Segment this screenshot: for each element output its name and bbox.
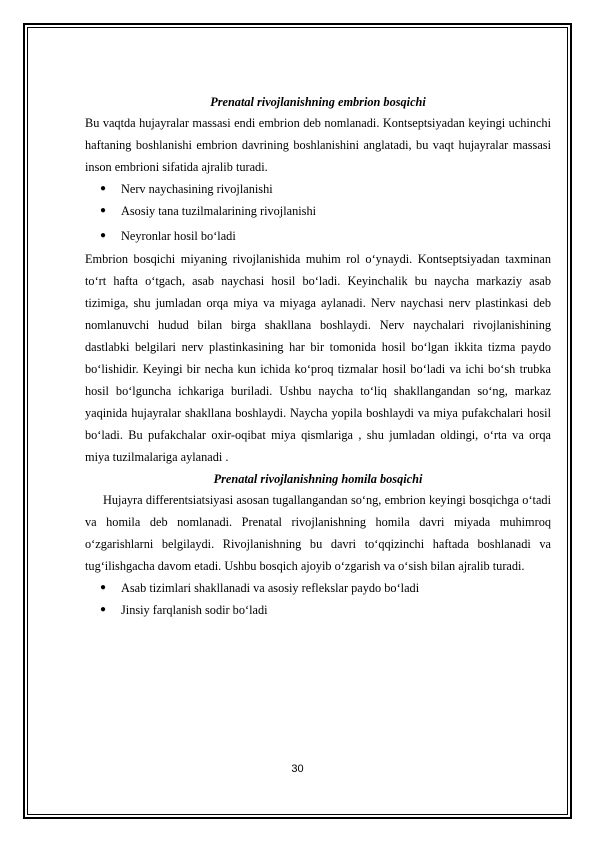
list-item: ● Nerv naychasining rivojlanishi [85, 178, 551, 200]
bullet-icon: ● [100, 604, 107, 615]
document-body [85, 92, 551, 621]
section-heading-fetal: Prenatal rivojlanishning homila bosqichi [213, 472, 423, 486]
paragraph-fetal-intro: Hujayra differentsiatsiyasi asosan tugallangandan so‘ng, embrion keyingi bosqichga o‘tadi va homila deb nomlanadi. Prenatal rivojlanishning homila davri miyada muhimroq o‘zgarishlarni belgilaydi. Rivojlanishning bu davri to‘qqizinchi haftada boshlanadi va tug‘ilishgacha davom etadi. Ushbu bosqich ajoyib o‘zgarish va o‘sish bilan ajralib turadi. [85, 493, 551, 573]
bullet-icon: ● [100, 183, 107, 194]
bullet-icon: ● [100, 205, 107, 216]
paragraph-embryo-body: Embrion bosqichi miyaning rivojlanishida muhim rol o‘ynaydi. Kontseptsiyadan taxminan to‘rt hafta o‘tgach, asab naychasi hosil bo‘ladi. Keyinchalik bu naycha markaziy asab tizimiga, shu jumladan orqa miya va miyaga aylanadi. Nerv naychasi nerv plastinkasi deb nomlanuvchi hudud bilan birga shakllana boshlaydi. Nerv naychalari rivojlanishining dastlabki belgilari nerv plastinkasining har bir tomonida hosil bo‘lgan ikkita tizma paydo bo‘lishidir. Keyingi bir necha kun ichida ko‘proq tizmalar hosil bo‘ladi va ichi bo‘sh trubka hosil bo‘lguncha ichkariga buriladi. Ushbu naycha to‘liq shakllangandan so‘ng, markaz yaqinida hujayralar shakllana boshlaydi. Naycha yopila boshlaydi va miya pufakchalari hosil bo‘ladi. Bu pufakchalar oxir-oqibat miya qismlariga , shu jumladan oldingi, o‘rta va orqa miya tuzilmalariga aylanadi . [85, 252, 551, 464]
list-item: ● Jinsiy farqlanish sodir bo‘ladi [85, 599, 551, 621]
paragraph-embryo-intro: Bu vaqtda hujayralar massasi endi embrion deb nomlanadi. Kontseptsiyadan keyingi uchinchi haftaning boshlanishi embrion davrining boshlanishini anglatadi, bu vaqt hujayralar massasi inson embrioni sifatida ajralib turadi. [85, 116, 551, 174]
list-item: ● Asab tizimlari shakllanadi va asosiy reflekslar paydo bo‘ladi [85, 577, 551, 599]
bullet-icon: ● [100, 582, 107, 593]
page-number: 30 [291, 763, 304, 775]
bullet-list-fetal [85, 577, 551, 621]
bullet-icon: ● [100, 230, 107, 241]
list-item: ● Asosiy tana tuzilmalarining rivojlanishi [85, 200, 551, 222]
list-item: ● Neyronlar hosil bo‘ladi [85, 225, 551, 247]
bullet-list-embryo [85, 178, 551, 247]
section-heading-embryo: Prenatal rivojlanishning embrion bosqichi [210, 95, 426, 109]
